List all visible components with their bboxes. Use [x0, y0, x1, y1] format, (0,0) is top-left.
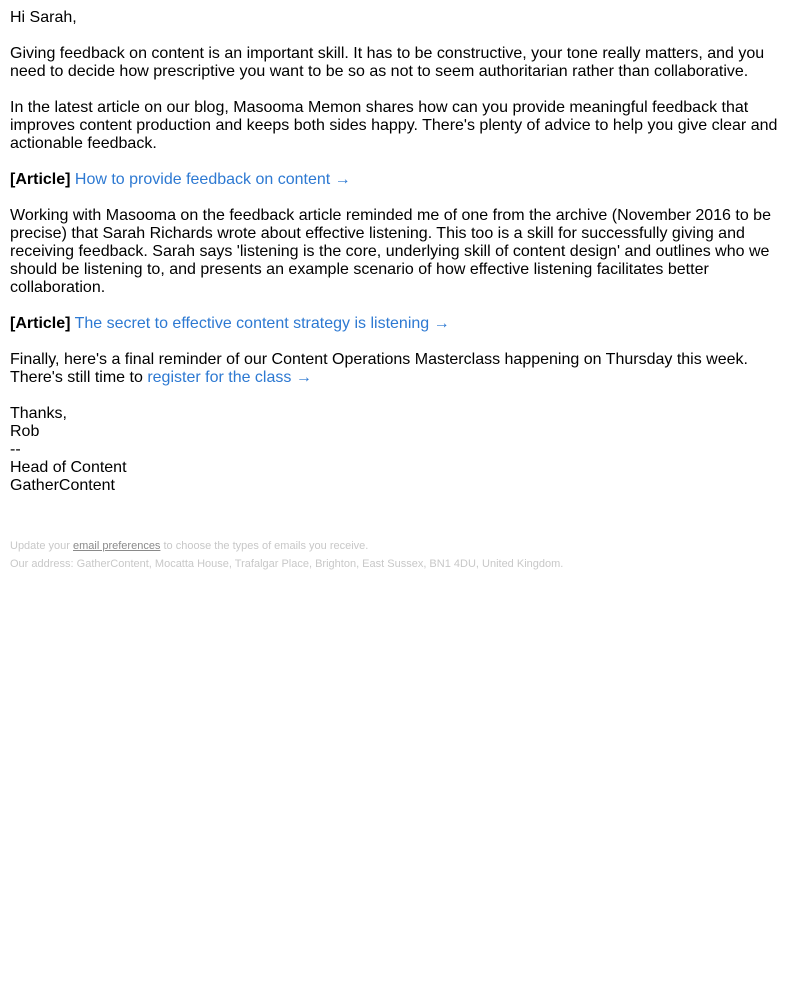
feedback-article-link[interactable]: How to provide feedback on content → — [74, 171, 351, 188]
greeting: Hi Sarah, — [10, 9, 77, 26]
masterclass-text: Finally, here's a final reminder of our Content Operations Masterclass happening on Thursday this week. There's still time to — [10, 351, 748, 386]
email-footer — [10, 540, 790, 571]
article-tag: [Article] — [10, 171, 71, 188]
article-line-1 — [10, 171, 790, 189]
signature-role: Head of Content — [10, 459, 127, 476]
masterclass-paragraph — [10, 351, 790, 387]
article-tag: [Article] — [10, 315, 71, 332]
signature-separator: -- — [10, 441, 21, 458]
preferences-text-before: Update your — [10, 540, 70, 552]
preferences-text-after: to choose the types of emails you receive. — [163, 540, 369, 552]
preferences-line — [10, 540, 790, 553]
register-link[interactable]: register for the class → — [147, 369, 312, 386]
signature-thanks: Thanks, — [10, 405, 67, 422]
postal-address: Our address: GatherContent, Mocatta House, Trafalgar Place, Brighton, East Sussex, BN1 4DU, United Kingdom. — [10, 558, 564, 570]
signature-name: Rob — [10, 423, 40, 440]
signature-company: GatherContent — [10, 477, 115, 494]
intro-paragraph: Giving feedback on content is an important skill. It has to be constructive, your tone really matters, and you need to decide how prescriptive you want to be so as not to seem authoritarian rather than collaborative. — [10, 45, 765, 80]
signature — [10, 405, 790, 495]
latest-article-paragraph: In the latest article on our blog, Masooma Memon shares how can you provide meaningful feedback that improves content production and keeps both sides happy. There's plenty of advice to help you give clear and actionable feedback. — [10, 99, 778, 152]
listening-article-link[interactable]: The secret to effective content strategy is listening → — [74, 315, 450, 332]
article-line-2 — [10, 315, 790, 333]
archive-paragraph: Working with Masooma on the feedback article reminded me of one from the archive (November 2016 to be precise) that Sarah Richards wrote about effective listening. This too is a skill for successfully giving and receiving feedback. Sarah says 'listening is the core, underlying skill of content design' and outlines who we should be listening to, and presents an example scenario of how effective listening facilitates better collaboration. — [10, 207, 771, 296]
email-preferences-link[interactable]: email preferences — [73, 540, 161, 552]
